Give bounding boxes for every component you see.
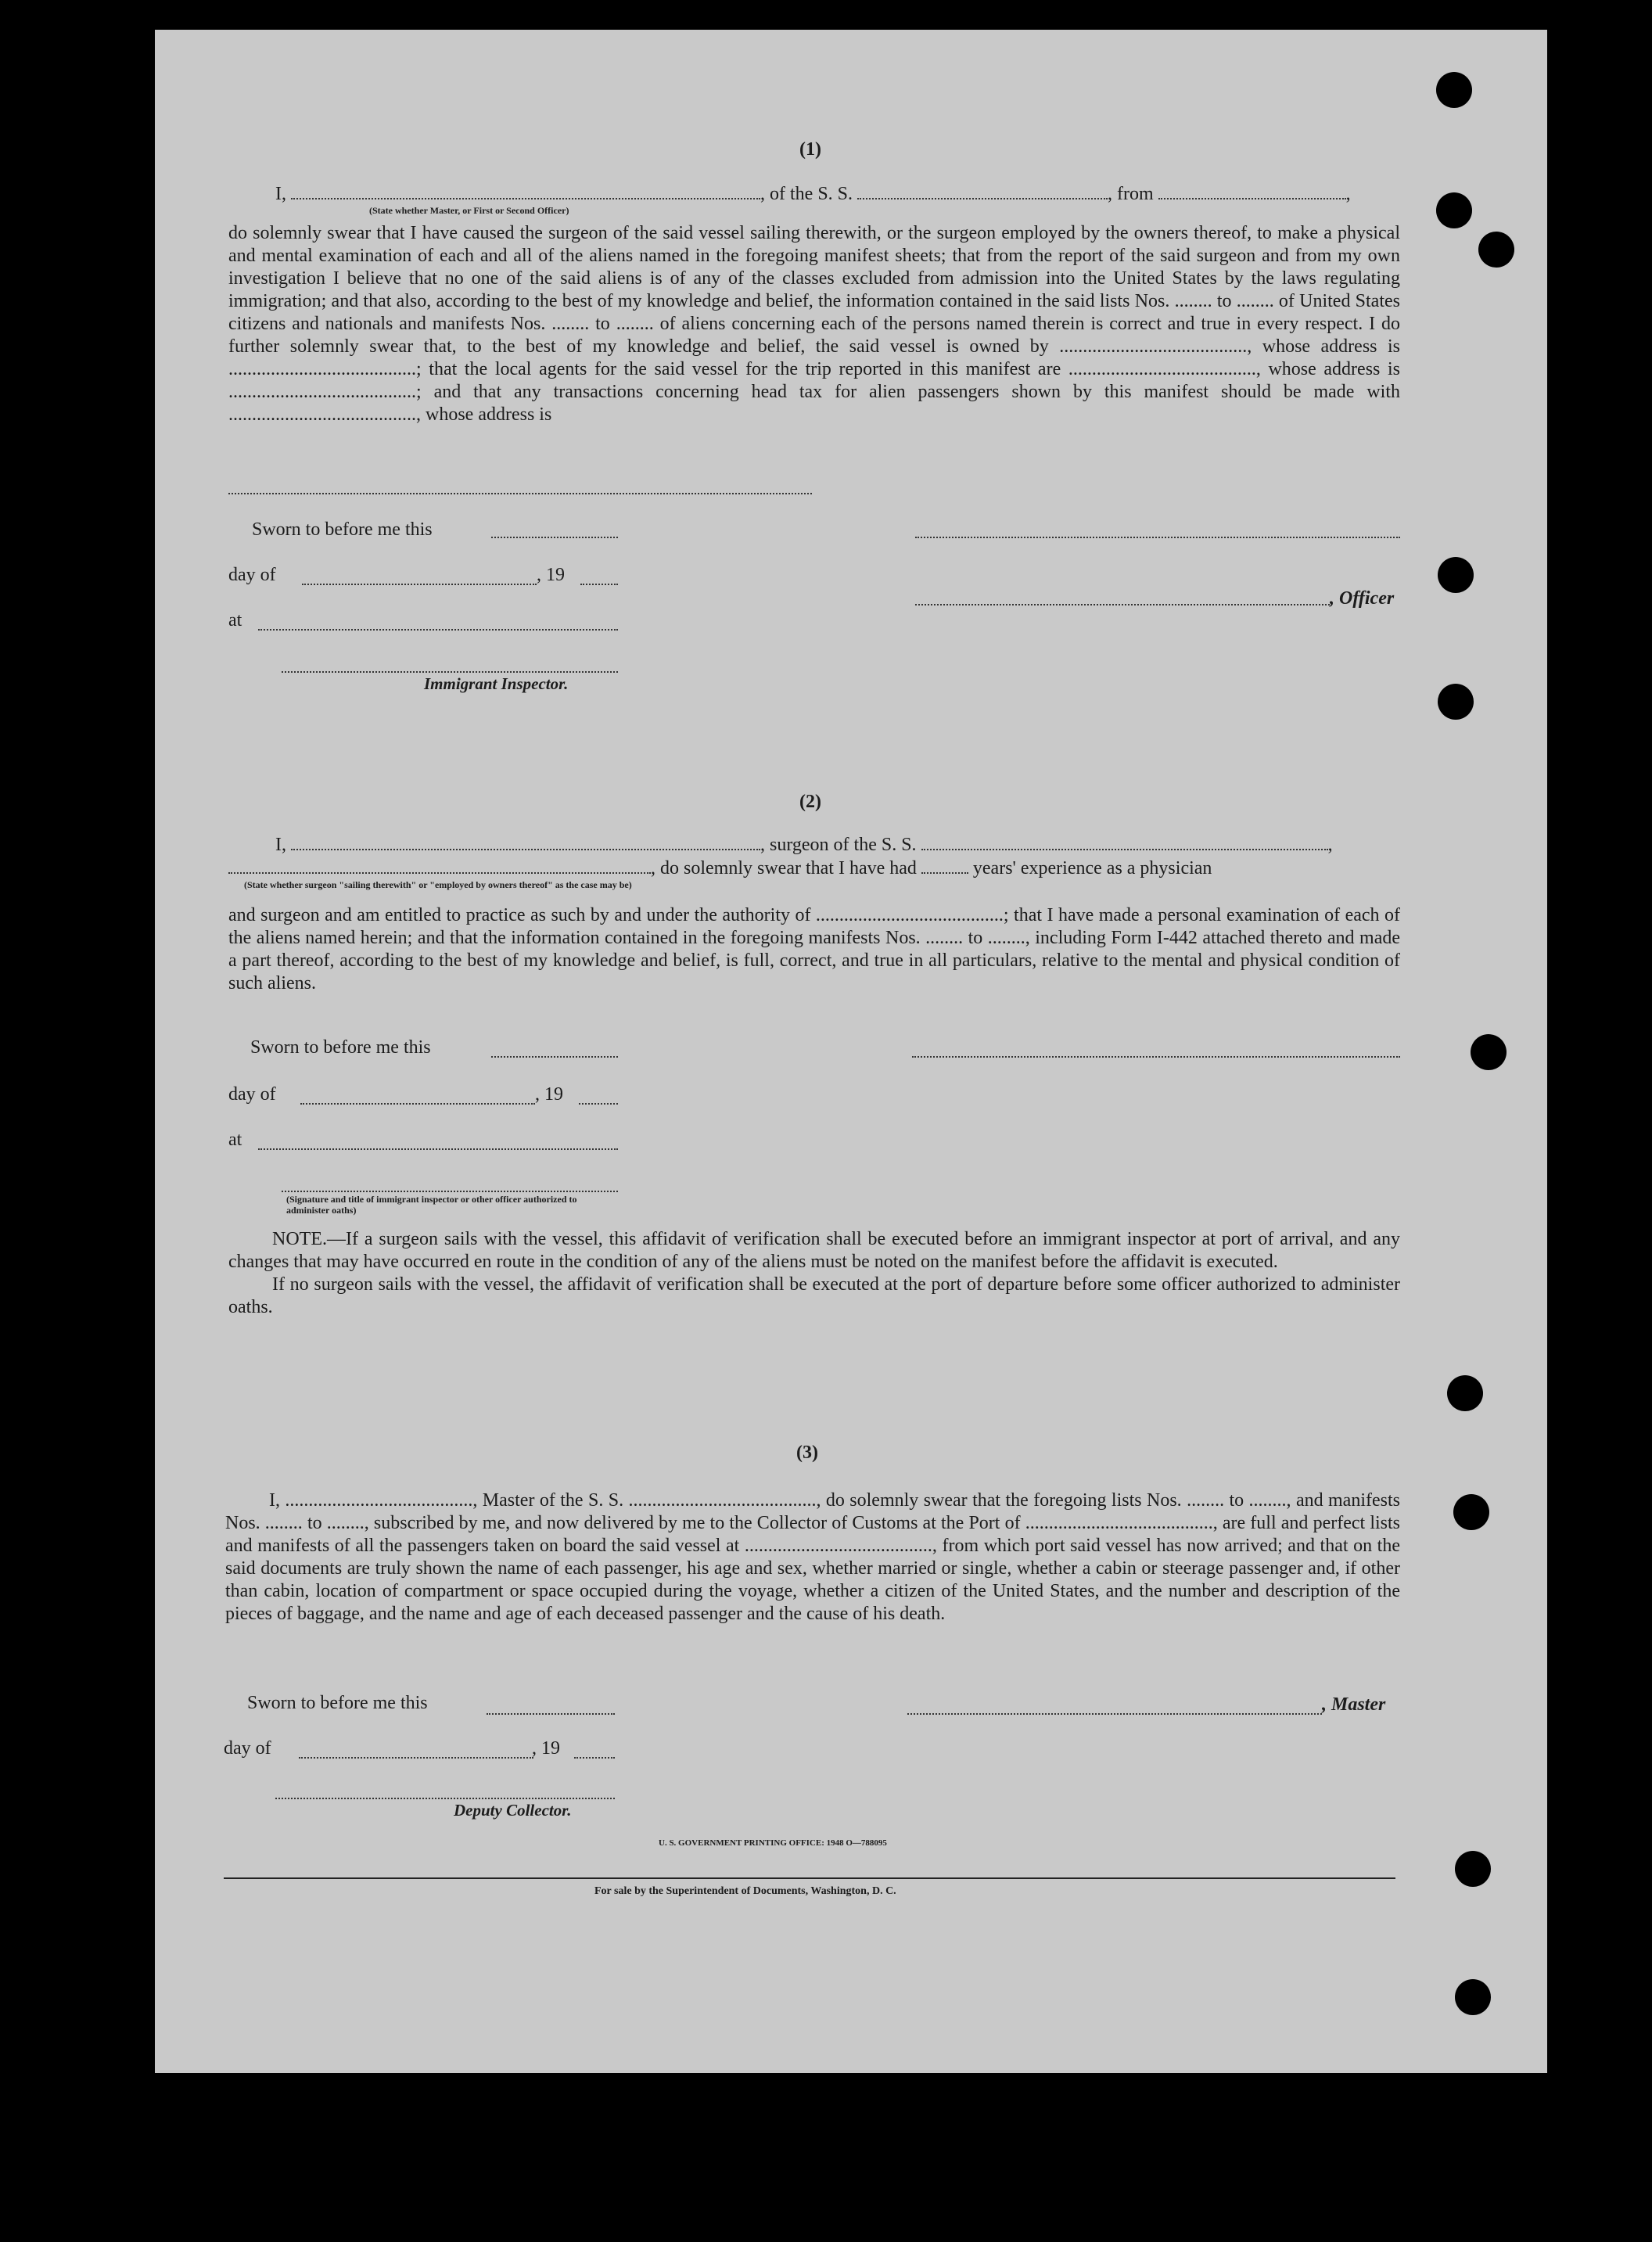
blank-line[interactable] xyxy=(580,582,618,585)
section-2-first-line: I, , surgeon of the S. S. , xyxy=(275,835,1333,855)
blank-field[interactable] xyxy=(228,858,651,874)
text: I, xyxy=(275,835,286,855)
blank-field[interactable] xyxy=(1158,184,1346,199)
paragraph: and surgeon and am entitled to practice as such by and under the authority of ........................................; that I have made a personal examination of each of the aliens named herein; and that the information contained in the foregoing manifests Nos. ........ to ........, including Form I-442 attached thereto and made a part thereof, according to the best of my knowledge and belief, is full, correct, and true in all particulars, relative to the mental and physical condition of such aliens. xyxy=(228,905,1400,993)
section-2-body xyxy=(228,904,1400,995)
inspector-title: Immigrant Inspector. xyxy=(424,674,569,693)
section-3-body xyxy=(225,1489,1400,1626)
text: , of the S. S. xyxy=(760,184,853,204)
signature-note: (Signature and title of immigrant inspector or other officer authorized to administer oaths) xyxy=(286,1194,577,1216)
label: day of xyxy=(228,565,276,585)
label: Sworn to before me this xyxy=(247,1693,428,1713)
note-paragraph: NOTE.—If a surgeon sails with the vessel, this affidavit of verification shall be executed before an immigrant inspector at port of arrival, and any changes that may have occurred en route in the condition of any of the aliens must be noted on the manifest before the affidavit is executed. xyxy=(228,1229,1400,1272)
deputy-title: Deputy Collector. xyxy=(454,1801,572,1820)
label: Sworn to before me this xyxy=(250,1037,431,1058)
blank-line[interactable] xyxy=(299,1755,533,1759)
field-note: (State whether surgeon "sailing therewith" or "employed by owners thereof" as the case may be) xyxy=(244,879,632,890)
signature-line[interactable] xyxy=(282,1189,618,1192)
section-number: (2) xyxy=(799,792,821,812)
signature-line[interactable] xyxy=(907,1712,1322,1715)
blank-line[interactable] xyxy=(302,582,537,585)
binder-hole xyxy=(1455,1851,1491,1887)
signature-line[interactable] xyxy=(275,1796,615,1799)
label: day of xyxy=(224,1738,271,1759)
section-2-note xyxy=(228,1228,1400,1319)
blank-field[interactable] xyxy=(291,184,760,199)
binder-hole xyxy=(1447,1375,1483,1411)
officer-title: , Officer xyxy=(1330,588,1395,609)
binder-hole xyxy=(1438,557,1474,593)
binder-hole xyxy=(1478,232,1514,268)
label: at xyxy=(228,1130,242,1150)
note-paragraph: If no surgeon sails with the vessel, the affidavit of verification shall be executed at the port of departure before some officer authorized to administer oaths. xyxy=(228,1274,1400,1317)
paragraph: I, ........................................, Master of the S. S. ........................................, do solemnly swear that the foregoing lists Nos. ........ to ........, and manifests Nos. ........ to ........, subscribed by me, and now delivered by me to the Collector of Customs at the Port of ........................................, are full and perfect lists and manifests of all the passengers taken on board the said vessel at ........................................, from which port said vessel has now arrived; and that on the said documents are truly shown the name of each passenger, his age and sex, whether married or single, whether a cabin or steerage passenger and, if other than cabin, location of compartment or space occupied during the voyage, whether a citizen of the United States, and the number and description of the pieces of baggage, and the name and age of each deceased passenger and the cause of his death. xyxy=(225,1490,1400,1624)
label: , 19 xyxy=(532,1738,560,1759)
label: at xyxy=(228,610,242,631)
blank-line[interactable] xyxy=(228,491,812,494)
blank-field[interactable] xyxy=(921,858,968,874)
signature-line[interactable] xyxy=(915,535,1400,538)
section-2-second-line xyxy=(228,857,1400,880)
text: , surgeon of the S. S. xyxy=(760,835,917,855)
binder-hole xyxy=(1471,1034,1507,1070)
label: day of xyxy=(228,1084,276,1105)
binder-hole xyxy=(1436,192,1472,228)
printing-office-imprint: U. S. GOVERNMENT PRINTING OFFICE: 1948 O—788095 xyxy=(659,1838,887,1848)
master-title: , Master xyxy=(1322,1694,1386,1715)
signature-line[interactable] xyxy=(912,1055,1400,1058)
footer-rule xyxy=(224,1877,1395,1879)
blank-line[interactable] xyxy=(574,1755,615,1759)
blank-line[interactable] xyxy=(487,1712,615,1715)
section-number: (3) xyxy=(796,1443,818,1463)
section-number: (1) xyxy=(799,139,821,160)
signature-line[interactable] xyxy=(915,602,1330,605)
signature-line[interactable] xyxy=(282,670,618,673)
text: I, xyxy=(275,184,286,204)
field-note: (State whether Master, or First or Second Officer) xyxy=(369,205,569,216)
section-1-first-line: I, , of the S. S. , from , xyxy=(275,184,1351,204)
binder-hole xyxy=(1453,1494,1489,1530)
blank-field[interactable] xyxy=(857,184,1108,199)
blank-line[interactable] xyxy=(579,1101,618,1105)
blank-line[interactable] xyxy=(491,535,618,538)
section-1-body xyxy=(228,222,1400,426)
label: Sworn to before me this xyxy=(252,519,433,540)
blank-line[interactable] xyxy=(300,1101,535,1105)
blank-line[interactable] xyxy=(258,627,618,631)
blank-line[interactable] xyxy=(491,1055,618,1058)
text: , from xyxy=(1108,184,1154,204)
label: , 19 xyxy=(535,1084,563,1105)
blank-field[interactable] xyxy=(921,835,1328,850)
sale-notice: For sale by the Superintendent of Documents, Washington, D. C. xyxy=(594,1885,896,1897)
binder-hole xyxy=(1436,72,1472,108)
blank-line[interactable] xyxy=(258,1147,618,1150)
binder-hole xyxy=(1438,684,1474,720)
text: years' experience as a physician xyxy=(972,858,1212,878)
label: , 19 xyxy=(537,565,565,585)
paragraph: do solemnly swear that I have caused the surgeon of the said vessel sailing therewith, or the surgeon employed by the owners thereof, to make a physical and mental examination of each and all of the aliens named in the foregoing manifest sheets; that from the report of the said surgeon and from my own investigation I believe that no one of the said aliens is of any of the classes excluded from admission into the United States by the laws regulating immigration; and that also, according to the best of my knowledge and belief, the information contained in the said lists Nos. ........ to ........ of United States citizens and nationals and manifests Nos. ........ to ........ of aliens concerning each of the persons named therein is correct and true in every respect. I do further solemnly swear that, to the best of my knowledge and belief, the said vessel is owned by ........................................, whose address is ........................................; that the local agents for the said vessel for the trip reported in this manifest are ........................................, whose address is ........................................; and that any transactions concerning head tax for alien passengers shown by this manifest should be made with ........................................, whose address is xyxy=(228,223,1400,425)
text: , do solemnly swear that I have had xyxy=(651,858,917,878)
binder-hole xyxy=(1455,1979,1491,2015)
blank-field[interactable] xyxy=(291,835,760,850)
